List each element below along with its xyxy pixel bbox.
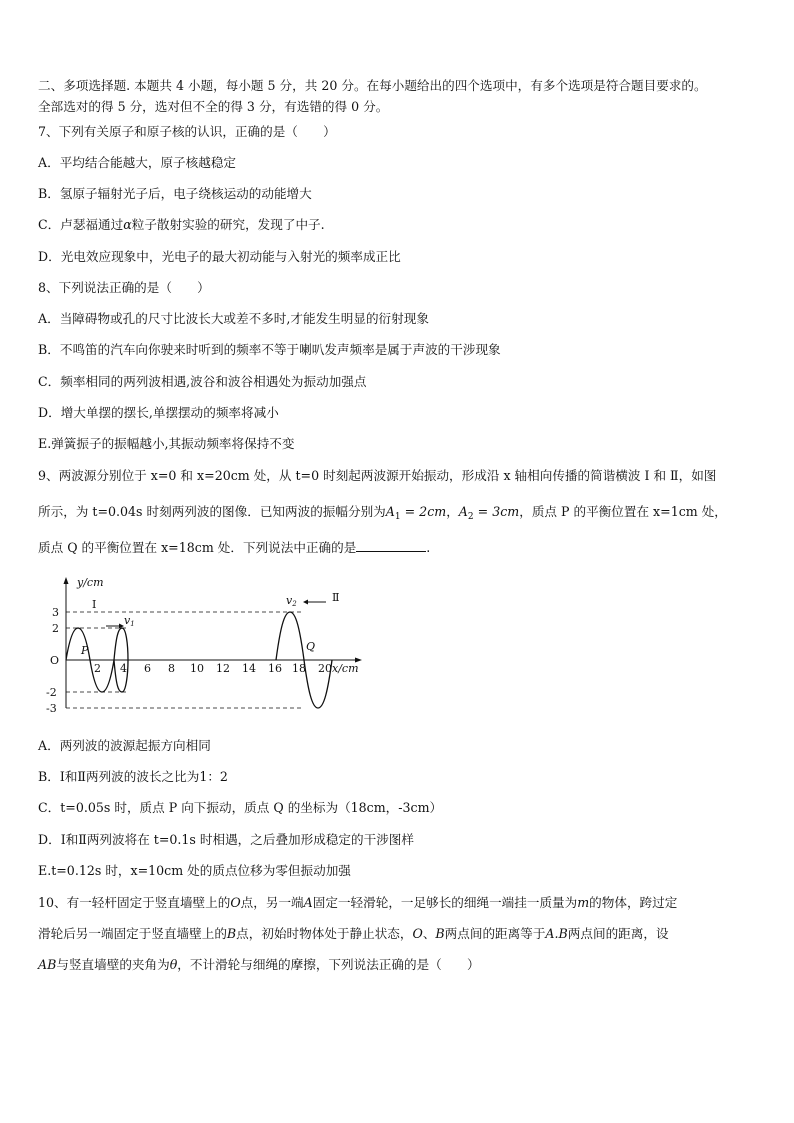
y-tick-3: 3 — [52, 606, 59, 619]
y-tick-neg2: -2 — [46, 686, 57, 699]
a2-value: = 3cm — [473, 504, 520, 519]
q10-line2 — [38, 925, 758, 943]
y-tick-2: 2 — [52, 622, 59, 635]
wave-ii-label: Ⅱ — [332, 591, 340, 604]
q9-line3-text: 质点 Q 的平衡位置在 x=18cm 处．下列说法中正确的是 — [38, 540, 357, 555]
q8-stem: 8、下列说法正确的是（ ） — [38, 280, 210, 295]
q8-option-e: E.弹簧振子的振幅越小,其振动频率将保持不变 — [38, 436, 295, 451]
q10-sep: 、 — [422, 926, 436, 941]
point-b-2: B — [435, 926, 445, 941]
q10-text-6: 点，初始时物体处于静止状态， — [236, 926, 413, 941]
a2-symbol: A — [458, 504, 468, 519]
x-tick-10: 10 — [190, 662, 204, 675]
a1-symbol: A — [385, 504, 395, 519]
wave-i-label: Ⅰ — [92, 598, 97, 611]
x-tick-8: 8 — [168, 662, 175, 675]
y-axis-arrow — [64, 577, 69, 584]
point-b: B — [226, 926, 237, 941]
q9-option-e: E.t=0.12s 时，x=10cm 处的质点位移为零但振动加强 — [38, 863, 351, 878]
x-tick-12: 12 — [216, 662, 230, 675]
v2-label: v2 — [286, 594, 297, 608]
q9-line3-end: . — [426, 540, 431, 555]
section-header-line1: 二、多项选择题. 本题共 4 小题，每小题 5 分，共 20 分。在每小题给出的四个选项中，有多个选项是符合题目要求的。 — [38, 78, 707, 93]
q8-option-d: D．增大单摆的摆长,单摆摆动的频率将减小 — [38, 405, 279, 420]
x-tick-6: 6 — [144, 662, 151, 675]
q10-text-8: 两点间的距离，设 — [567, 926, 669, 941]
a1-value: = 2cm — [400, 504, 447, 519]
x-axis-label: x/cm — [332, 662, 359, 675]
q8-option-b: B．不鸣笛的汽车向你驶来时听到的频率不等于喇叭发声频率是属于声波的干涉现象 — [38, 342, 501, 357]
x-tick-16: 16 — [268, 662, 282, 675]
q10-text-10: ，不计滑轮与细绳的摩擦，下列说法正确的是（ ） — [177, 957, 480, 972]
q10-text-9: 与竖直墙壁的夹角为 — [56, 957, 170, 972]
q7-stem: 7、下列有关原子和原子核的认识，正确的是（ ） — [38, 124, 336, 139]
a2-subscript: 2 — [467, 512, 474, 522]
x-tick-4: 4 — [120, 662, 127, 675]
point-o-2: O — [412, 926, 423, 941]
q10-text-7: 两点间的距离等于 — [444, 926, 546, 941]
segment-ab: AB — [38, 957, 57, 972]
q9-line1: 9、两波源分别位于 x=0 和 x=20cm 处，从 t=0 时刻起两波源开始振动，形成沿 x 轴相向传播的简谐横波 Ⅰ 和 Ⅱ，如图 — [38, 468, 717, 483]
q9-option-c: C．t=0.05s 时，质点 P 向下振动，质点 Q 的坐标为（18cm，-3cm） — [38, 800, 443, 815]
answer-blank[interactable] — [356, 539, 426, 552]
q8-option-c: C．频率相同的两列波相遇,波谷和波谷相遇处为振动加强点 — [38, 374, 367, 389]
q10-text-1: 10、有一轻杆固定于竖直墙壁上的 — [38, 895, 231, 910]
point-o: O — [230, 895, 241, 910]
amplitude-a1 — [385, 504, 447, 522]
a1-subscript: 1 — [394, 512, 401, 522]
y-axis-label: y/cm — [77, 576, 104, 589]
q7-option-c-text: C．卢瑟福通过 — [38, 217, 124, 232]
point-p-label: P — [81, 644, 89, 657]
comma: ， — [446, 504, 459, 519]
x-tick-14: 14 — [242, 662, 256, 675]
q10-text-3: 固定一轻滑轮，一足够长的细绳一端挂一质量为 — [312, 895, 578, 910]
section-header-line2: 全部选对的得 5 分，选对但不全的得 3 分，有选错的得 0 分。 — [38, 99, 389, 114]
x-tick-2: 2 — [94, 662, 101, 675]
y-tick-neg3: -3 — [46, 702, 57, 714]
x-tick-20: 20 — [318, 662, 332, 675]
angle-theta: θ — [169, 957, 178, 972]
q9-option-b: B．Ⅰ和Ⅱ两列波的波长之比为1：2 — [38, 769, 228, 784]
q10-line3 — [38, 956, 758, 974]
q9-line2-text: 所示，为 t=0.04s 时刻两列波的图像．已知两波的振幅分别为 — [38, 504, 386, 519]
q7-option-b: B．氢原子辐射光子后，电子绕核运动的动能增大 — [38, 186, 312, 201]
q9-option-a: A．两列波的波源起振方向相同 — [38, 738, 211, 753]
point-q-label: Q — [306, 640, 316, 653]
alpha-symbol: α — [123, 217, 132, 232]
q9-line3 — [38, 539, 758, 557]
q9-line2-rest: ，质点 P 的平衡位置在 x=1cm 处， — [519, 504, 727, 519]
q10-text-4: 的物体，跨过定 — [589, 895, 678, 910]
points-ab: A.B — [545, 926, 568, 941]
v1-label: v1 — [124, 614, 135, 628]
origin-label: O — [50, 654, 60, 667]
q8-option-a: A．当障碍物或孔的尺寸比波长大或差不多时,才能发生明显的衍射现象 — [38, 311, 429, 326]
x-tick-18: 18 — [292, 662, 306, 675]
q10-text-2: 点，另一端 — [240, 895, 304, 910]
amplitude-a2 — [458, 504, 520, 522]
q7-option-c — [38, 216, 758, 234]
q10-text-5: 滑轮后另一端固定于竖直墙壁上的 — [38, 926, 227, 941]
v2-arrow-head — [303, 600, 308, 605]
point-a: A — [303, 895, 313, 910]
q10-line1 — [38, 894, 758, 912]
q7-option-a: A．平均结合能越大，原子核越稳定 — [38, 155, 237, 170]
q9-option-d: D．Ⅰ和Ⅱ两列波将在 t=0.1s 时相遇，之后叠加形成稳定的干涉图样 — [38, 832, 414, 847]
mass-m: m — [577, 895, 590, 910]
q7-option-c-rest: 粒子散射实验的研究，发现了中子. — [131, 217, 325, 232]
q9-line2 — [38, 503, 758, 526]
q7-option-d: D．光电效应现象中，光电子的最大初动能与入射光的频率成正比 — [38, 249, 401, 264]
wave-figure — [44, 574, 364, 714]
